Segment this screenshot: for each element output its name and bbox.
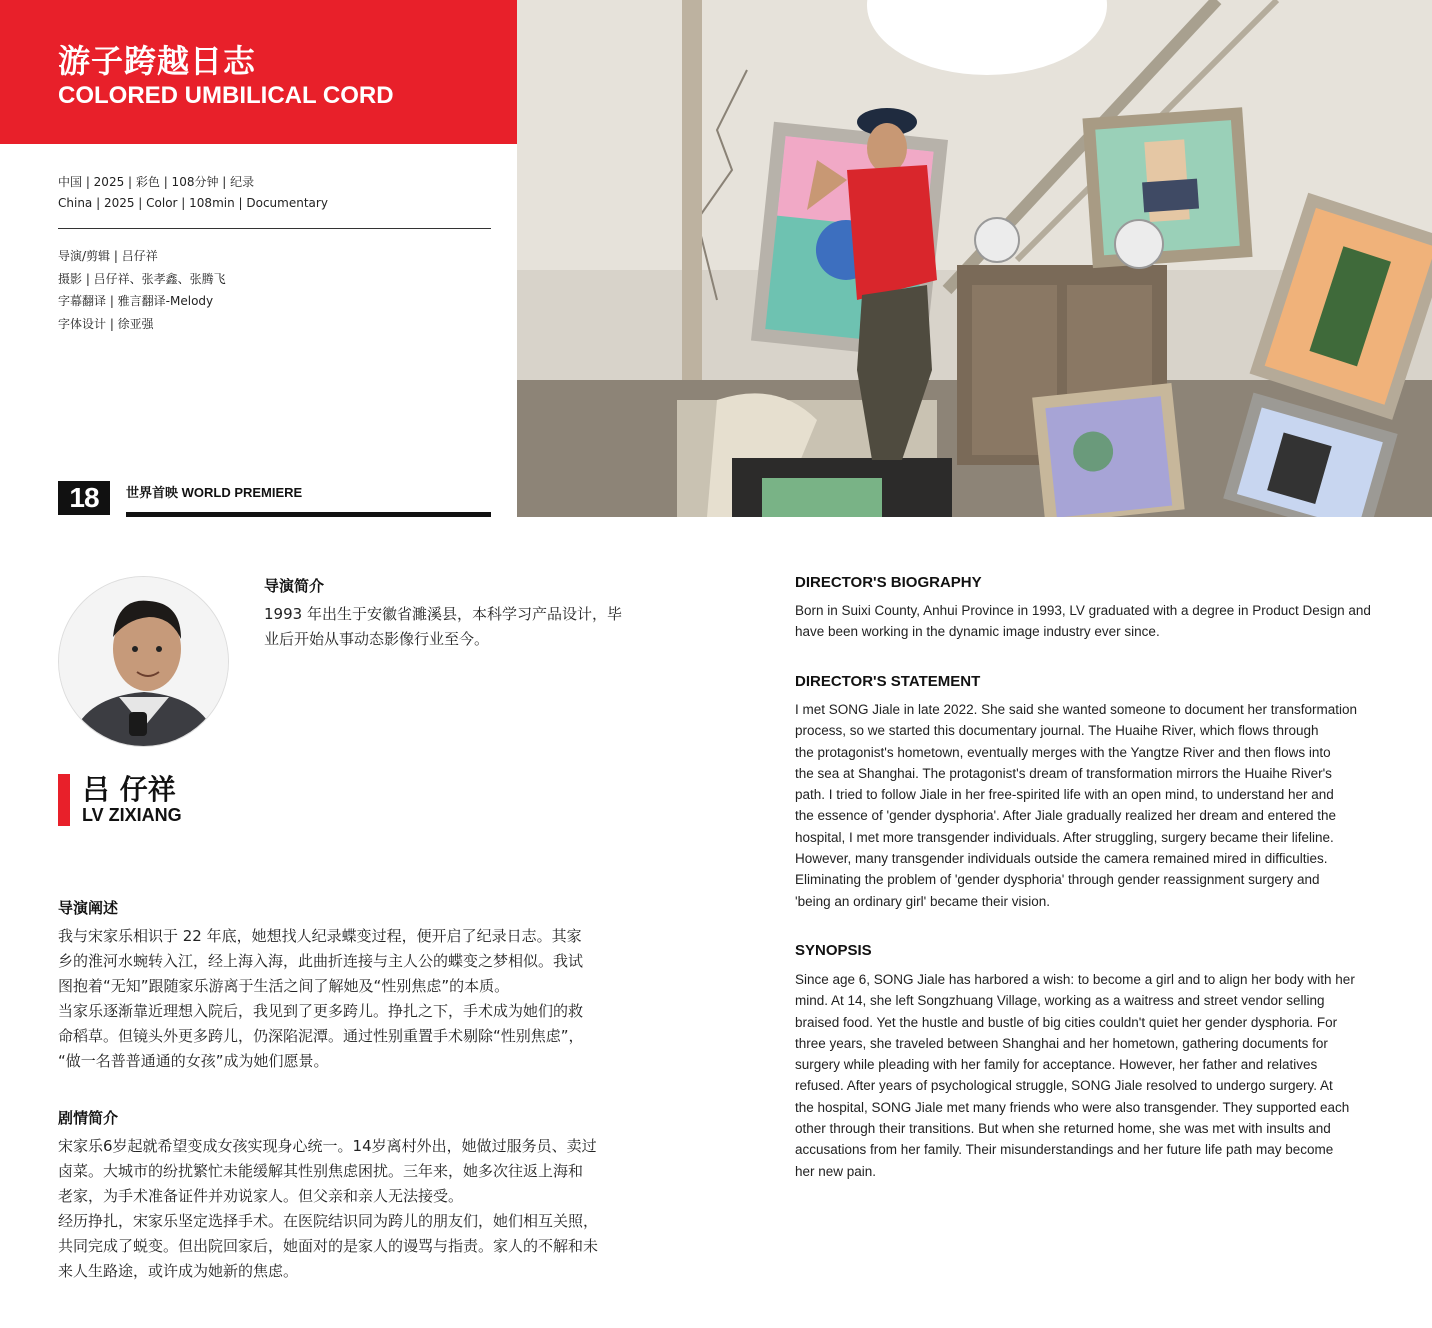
film-meta-cn: 中国 | 2025 | 彩色 | 108分钟 | 纪录 <box>58 175 255 189</box>
statement-text-cn: 我与宋家乐相识于 22 年底，她想找人纪录蝶变过程，便开启了纪录日志。其家 乡的淮河水蜿转入江，经上海入海，此曲折连接与主人公的蝶变之梦相似。我试 图抱着“无知”跟随家乐游离于生活之间了解她及“性别焦虑”的本质。 当家乐逐渐靠近理想入院后，我见到了更多跨儿。挣扎之下，手术成为她们的救 命稻草。但镜头外更多跨儿，仍深陷泥潭。通过性别重置手术剔除“性别焦虑”， “做一名普普通通的女孩”成为她们愿景。 <box>58 927 584 1070</box>
bio-text-cn: 1993 年出生于安徽省濉溪县，本科学习产品设计，毕 业后开始从事动态影像行业至今。 <box>264 605 622 648</box>
statement-text-en: I met SONG Jiale in late 2022. She said she wanted someone to document her transformation process, so we started this documentary journal. The Huaihe River, which flows through the protagonist's hometown, eventually merges with the Yangtze River and then flows into the sea at Shanghai. The protagonist's dream of transformation mirrors the Huaihe River's path. I tried to follow Jiale in her free-spirited life with an open mind, to understand her and the essence of 'gender dysphoria'. After Jiale gradually realized her dream and entered the hospital, I met more transgender individuals. After struggling, surgery became their lifeline. However, many transgender individuals outside the camera remained mired in difficulties. Eliminating the problem of 'gender dysphoria' through gender reassignment surgery and 'being an ordinary girl' became their vision. <box>795 702 1358 909</box>
synopsis-heading-en: SYNOPSIS <box>795 942 872 959</box>
film-number: 18 <box>58 481 110 515</box>
film-still-image <box>517 0 1432 517</box>
film-title-en: COLORED UMBILICAL CORD <box>58 82 394 109</box>
director-photo-illustration <box>59 577 229 747</box>
name-accent-bar <box>58 774 70 826</box>
director-portrait <box>58 576 229 747</box>
synopsis-text-en: Since age 6, SONG Jiale has harbored a wish: to become a girl and to align her body with her mind. At 14, she left Songzhuang Village, working as a waitress and street vendor selling braised food. Yet the hustle and bustle of big cities couldn't quiet her gender dysphoria. For three years, she traveled between Shanghai and her hometown, gathering documents for surgery while pleading with her family for acceptance. However, her father and relatives refused. After years of psychological struggle, SONG Jiale resolved to undergo surgery. At the hospital, SONG Jiale met many friends who were also transgender. They supported each other through their transitions. But when she returned home, she was met with insults and accusations from her family. Their misunderstandings and her future life path may become her new pain. <box>795 972 1355 1179</box>
credit-director: 导演/剪辑 | 吕仔祥 <box>58 249 158 263</box>
director-name-en: LV ZIXIANG <box>82 805 182 825</box>
statement-heading-cn: 导演阐述 <box>58 899 119 917</box>
divider <box>58 228 491 229</box>
film-title-cn: 游子跨越日志 <box>58 42 257 80</box>
bio-text-en: Born in Suixi County, Anhui Province in 1993, LV graduated with a degree in Product Design and have been working in the dynamic image industry ever since. <box>795 603 1371 640</box>
credit-subtitles: 字幕翻译 | 雅言翻译-Melody <box>58 294 214 308</box>
title-banner <box>0 0 517 144</box>
credit-cinematography: 摄影 | 吕仔祥、张孝鑫、张腾飞 <box>58 272 226 286</box>
director-name-cn: 吕 仔祥 <box>82 773 176 806</box>
credit-font-design: 字体设计 | 徐亚强 <box>58 317 154 331</box>
bio-heading-cn: 导演简介 <box>264 577 325 595</box>
film-meta-en: China | 2025 | Color | 108min | Documentary <box>58 196 328 210</box>
synopsis-heading-cn: 剧情简介 <box>58 1109 119 1127</box>
premiere-rule <box>126 512 491 517</box>
statement-heading-en: DIRECTOR'S STATEMENT <box>795 673 981 690</box>
synopsis-text-cn: 宋家乐6岁起就希望变成女孩实现身心统一。14岁离村外出，她做过服务员、卖过 卤菜。大城市的纷扰繁忙未能缓解其性别焦虑困扰。三年来，她多次往返上海和 老家，为手术准备证件并劝说家人。但父亲和亲人无法接受。 经历挣扎，宋家乐坚定选择手术。在医院结识同为跨儿的朋友们，她们相互关照， 共同完成了蜕变。但出院回家后，她面对的是家人的谩骂与指责。家人的不解和未 来人生路途，或许成为她新的焦虑。 <box>58 1137 599 1280</box>
bio-heading-en: DIRECTOR'S BIOGRAPHY <box>795 574 982 591</box>
premiere-label: 世界首映 WORLD PREMIERE <box>126 485 303 500</box>
film-still-illustration <box>517 0 1432 517</box>
